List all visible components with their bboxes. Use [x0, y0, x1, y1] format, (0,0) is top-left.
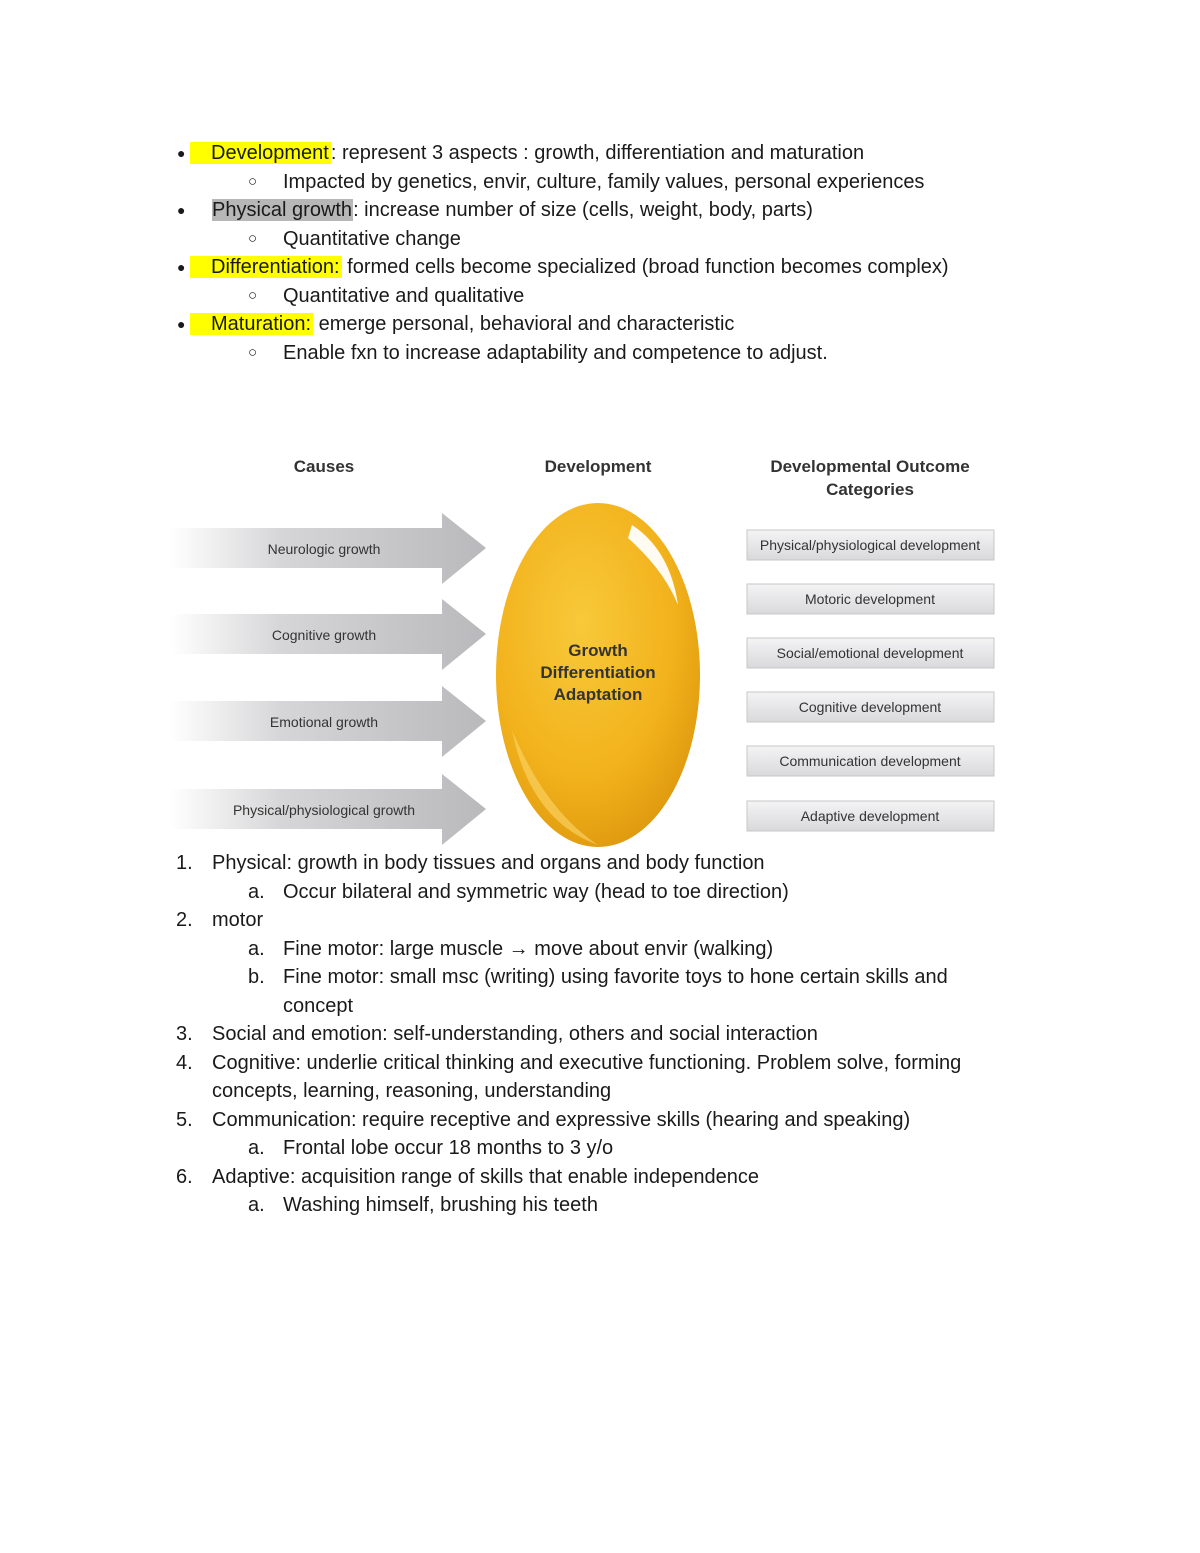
sub-item-text: Washing himself, brushing his teeth — [283, 1194, 598, 1216]
outcome-label: Social/emotional development — [776, 645, 964, 661]
term-highlight: Differentiation: — [190, 256, 342, 278]
term-highlight: Maturation: — [190, 313, 313, 335]
item-text: Adaptive: acquisition range of skills that enable independence — [212, 1165, 760, 1188]
development-diagram — [150, 400, 1020, 850]
outcome-label: Motoric development — [805, 591, 935, 607]
sub-item — [0, 878, 1200, 907]
sub-item-text: concept — [283, 994, 354, 1017]
sub-item-letter: a. — [248, 937, 265, 960]
sub-bullet-text: Enable fxn to increase adaptability and competence to adjust. — [283, 341, 828, 364]
item-text: Social and emotion: self-understanding, others and social interaction — [212, 1023, 818, 1045]
header-outcomes-line2: Categories — [826, 480, 914, 499]
bullet-item — [0, 196, 1200, 225]
bullet-item — [0, 310, 1200, 339]
item-number: 4. — [176, 1051, 193, 1074]
bullet-disc: ● — [177, 145, 186, 161]
definition-list — [0, 139, 1200, 367]
sub-bullet-text: Quantitative change — [283, 227, 461, 250]
bullet-item — [0, 139, 1200, 168]
bullet-circle: ○ — [248, 172, 258, 190]
sub-item-text: Fine motor: large muscle → move about envir (walking) — [283, 937, 774, 960]
item-number: 3. — [176, 1023, 193, 1045]
sub-item-text: Frontal lobe occur 18 months to 3 y/o — [283, 1137, 614, 1159]
term-highlight: Physical growth — [212, 199, 353, 221]
sub-item — [0, 935, 1200, 964]
cause-label: Neurologic growth — [267, 541, 381, 557]
egg-label: Adaptation — [553, 685, 643, 704]
term-definition: formed cells become specialized (broad function becomes complex) — [341, 256, 949, 278]
diagram-svg — [150, 400, 1020, 850]
item-text: Cognitive: underlie critical thinking and executive functioning. Problem solve, forming — [212, 1051, 962, 1074]
bullet-circle: ○ — [248, 343, 258, 361]
outcome-label: Physical/physiological development — [759, 537, 981, 553]
cause-label: Cognitive growth — [271, 627, 377, 643]
cause-label: Physical/physiological growth — [232, 802, 416, 818]
header-causes: Causes — [293, 457, 355, 476]
term-definition: emerge personal, behavioral and characteristic — [313, 313, 735, 335]
sub-item-letter: a. — [248, 1137, 265, 1159]
sub-item-text: Fine motor: small msc (writing) using favorite toys to hone certain skills and — [283, 966, 948, 988]
sub-bullet-item — [0, 168, 1200, 197]
term-definition: : increase number of size (cells, weight, body, parts) — [353, 199, 813, 221]
bullet-disc: ● — [177, 202, 186, 218]
sub-bullet-text: Impacted by genetics, envir, culture, family values, personal experiences — [283, 170, 925, 193]
header-development: Development — [544, 457, 652, 476]
bullet-disc: ● — [177, 316, 186, 332]
sub-bullet-item — [0, 225, 1200, 254]
item-text: Physical: growth in body tissues and organs and body function — [212, 852, 765, 874]
sub-item — [0, 1134, 1200, 1163]
item-number: 2. — [176, 909, 193, 931]
egg-label: Differentiation — [540, 663, 656, 682]
numbered-item — [0, 1106, 1200, 1135]
item-number: 1. — [176, 852, 193, 874]
item-number: 5. — [176, 1108, 193, 1131]
outcome-box — [747, 584, 994, 614]
outcome-label: Adaptive development — [800, 808, 940, 824]
outcome-box — [747, 692, 994, 722]
bullet-disc: ● — [177, 259, 186, 275]
sub-item — [0, 963, 1200, 992]
cause-label: Emotional growth — [269, 714, 379, 730]
outcome-box — [747, 638, 994, 668]
outcome-notes-list — [0, 849, 1200, 1220]
sub-item — [0, 1191, 1200, 1220]
numbered-item — [0, 1020, 1200, 1049]
outcome-label: Cognitive development — [798, 699, 942, 715]
numbered-item — [0, 849, 1200, 878]
item-text: motor — [212, 909, 264, 931]
term-highlight: Development — [190, 142, 331, 164]
sub-bullet-item — [0, 339, 1200, 368]
numbered-item — [0, 1049, 1200, 1078]
header-outcomes-line1: Developmental Outcome — [770, 457, 970, 476]
egg-label: Growth — [568, 641, 628, 660]
bullet-item — [0, 253, 1200, 282]
sub-bullet-text: Quantitative and qualitative — [283, 284, 525, 307]
sub-item-letter: a. — [248, 1194, 265, 1216]
numbered-item — [0, 1163, 1200, 1192]
development-egg — [496, 503, 700, 847]
sub-bullet-item — [0, 282, 1200, 311]
outcome-box — [747, 746, 994, 776]
bullet-circle: ○ — [248, 286, 258, 304]
item-text: Communication: require receptive and expressive skills (hearing and speaking) — [212, 1108, 911, 1131]
sub-item-letter: b. — [248, 966, 265, 988]
numbered-item — [0, 906, 1200, 935]
item-text: concepts, learning, reasoning, understanding — [212, 1080, 612, 1102]
item-number: 6. — [176, 1165, 193, 1188]
sub-item-text: Occur bilateral and symmetric way (head to toe direction) — [283, 880, 789, 903]
term-definition: : represent 3 aspects : growth, differentiation and maturation — [330, 142, 865, 164]
bullet-circle: ○ — [248, 229, 258, 247]
sub-item-continuation — [0, 992, 1200, 1021]
outcome-box — [747, 530, 994, 560]
item-continuation — [0, 1077, 1200, 1106]
sub-item-letter: a. — [248, 880, 265, 903]
outcome-box — [747, 801, 994, 831]
outcome-label: Communication development — [779, 753, 961, 769]
